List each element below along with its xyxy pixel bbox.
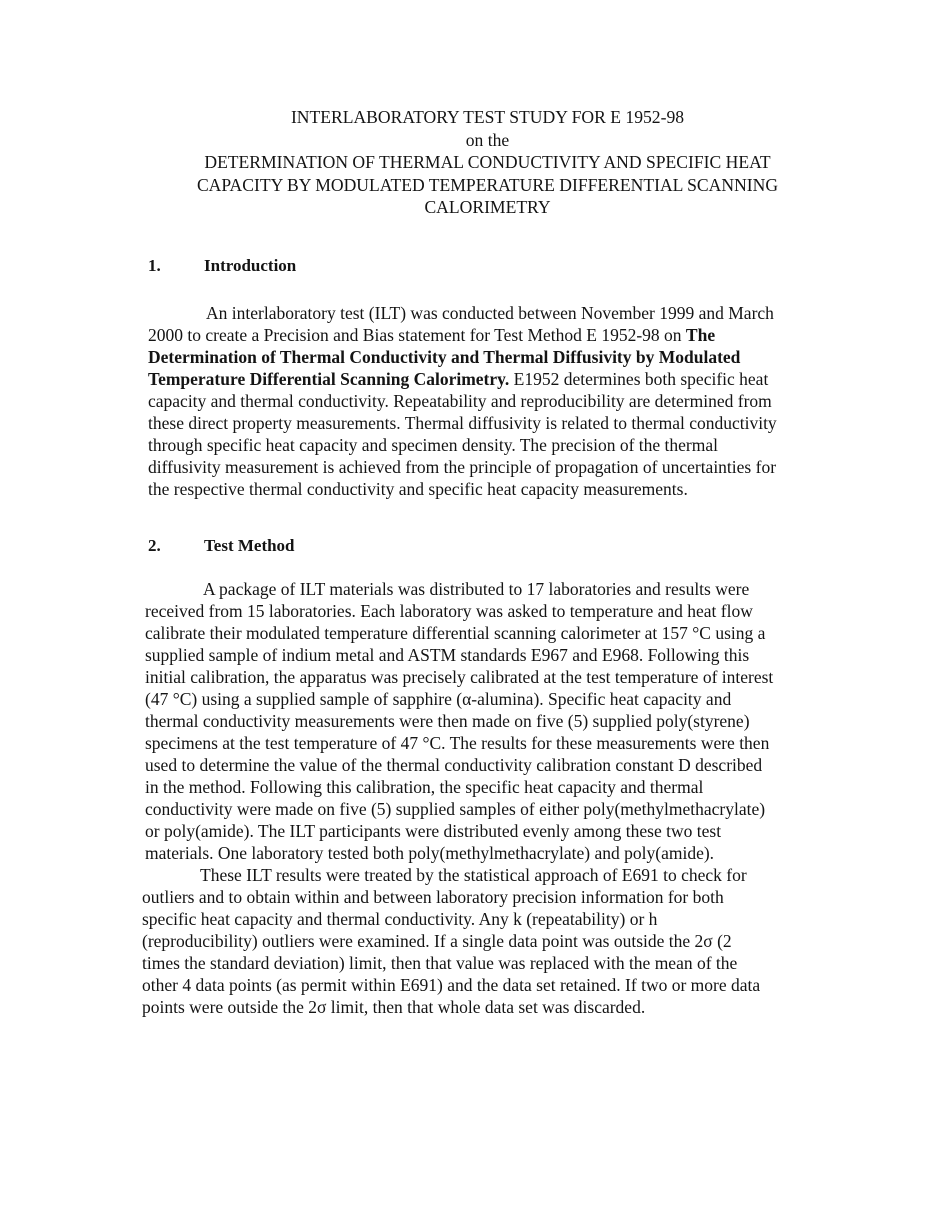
paragraph-line bbox=[148, 368, 777, 390]
statistics-paragraph bbox=[142, 864, 760, 1018]
paragraph-line: in the method. Following this calibration, the specific heat capacity and thermal bbox=[145, 777, 704, 797]
section-1-number: 1. bbox=[148, 256, 161, 275]
title-line-5: CALORIMETRY bbox=[424, 197, 551, 217]
paragraph-line: these direct property measurements. Thermal diffusivity is related to thermal conductivity bbox=[148, 413, 777, 433]
section-2-heading bbox=[148, 536, 295, 556]
section-2-title: Test Method bbox=[204, 536, 295, 555]
paragraph-line: materials. One laboratory tested both poly(methylmethacrylate) and poly(amide). bbox=[145, 843, 715, 863]
section-2-number: 2. bbox=[148, 536, 161, 555]
paragraph-line: conductivity were made on five (5) supplied samples of either poly(methylmethacrylate) bbox=[145, 799, 766, 819]
paragraph-line: specific heat capacity and thermal conductivity. Any k (repeatability) or h bbox=[142, 909, 658, 929]
paragraph-bold-text: Temperature Differential Scanning Calorimetry. bbox=[148, 369, 510, 389]
paragraph-line: initial calibration, the apparatus was precisely calibrated at the test temperature of interest bbox=[145, 667, 774, 687]
paragraph-line: through specific heat capacity and specimen density. The precision of the thermal bbox=[148, 435, 719, 455]
paragraph-line: calibrate their modulated temperature differential scanning calorimeter at 157 °C using a bbox=[145, 623, 766, 643]
paragraph-line: times the standard deviation) limit, then that value was replaced with the mean of the bbox=[142, 953, 738, 973]
title-line-2: on the bbox=[465, 129, 510, 150]
paragraph-line: These ILT results were treated by the statistical approach of E691 to check for bbox=[200, 865, 747, 885]
paragraph-line: An interlaboratory test (ILT) was conducted between November 1999 and March bbox=[206, 303, 774, 323]
section-1-heading bbox=[148, 256, 296, 276]
paragraph-line: outliers and to obtain within and between laboratory precision information for both bbox=[142, 887, 724, 907]
paragraph-line: diffusivity measurement is achieved from the principle of propagation of uncertainties for bbox=[148, 457, 777, 477]
paragraph-line: received from 15 laboratories. Each laboratory was asked to temperature and heat flow bbox=[145, 601, 753, 621]
paragraph-line: other 4 data points (as permit within E691) and the data set retained. If two or more data bbox=[142, 975, 761, 995]
paragraph-line: the respective thermal conductivity and specific heat capacity measurements. bbox=[148, 479, 688, 499]
paragraph-line: supplied sample of indium metal and ASTM standards E967 and E968. Following this bbox=[145, 645, 750, 665]
paragraph-line: (reproducibility) outliers were examined. If a single data point was outside the 2σ (2 bbox=[142, 931, 732, 951]
paragraph-line bbox=[148, 346, 777, 368]
test-method-paragraph bbox=[145, 578, 773, 864]
title-line-3: DETERMINATION OF THERMAL CONDUCTIVITY AND SPECIFIC HEAT bbox=[204, 152, 771, 172]
title-line-4: CAPACITY BY MODULATED TEMPERATURE DIFFERENTIAL SCANNING bbox=[196, 174, 779, 195]
paragraph-line: specimens at the test temperature of 47 °C. The results for these measurements were then bbox=[145, 733, 770, 753]
paragraph-line: A package of ILT materials was distributed to 17 laboratories and results were bbox=[203, 579, 750, 599]
paragraph-line: (47 °C) using a supplied sample of sapphire (α-alumina). Specific heat capacity and bbox=[145, 689, 732, 709]
paragraph-line: capacity and thermal conductivity. Repeatability and reproducibility are determined from bbox=[148, 391, 772, 411]
section-1-title: Introduction bbox=[204, 256, 297, 275]
paragraph-line: used to determine the value of the thermal conductivity calibration constant D described bbox=[145, 755, 763, 775]
paragraph-line: or poly(amide). The ILT participants were distributed evenly among these two test bbox=[145, 821, 722, 841]
paragraph-line-text: 2000 to create a Precision and Bias statement for Test Method E 1952-98 on bbox=[148, 325, 686, 345]
introduction-paragraph bbox=[148, 302, 777, 500]
paragraph-line: thermal conductivity measurements were then made on five (5) supplied poly(styrene) bbox=[145, 711, 750, 731]
paragraph-bold-text: Determination of Thermal Conductivity and Thermal Diffusivity by Modulated bbox=[148, 347, 741, 367]
document-title bbox=[150, 106, 825, 219]
paragraph-line: points were outside the 2σ limit, then that whole data set was discarded. bbox=[142, 997, 646, 1017]
title-line-1: INTERLABORATORY TEST STUDY FOR E 1952-98 bbox=[290, 107, 685, 127]
paragraph-bold-text: The bbox=[685, 325, 716, 345]
paragraph-line-text: E1952 determines both specific heat bbox=[509, 369, 769, 389]
paragraph-line bbox=[148, 324, 777, 346]
